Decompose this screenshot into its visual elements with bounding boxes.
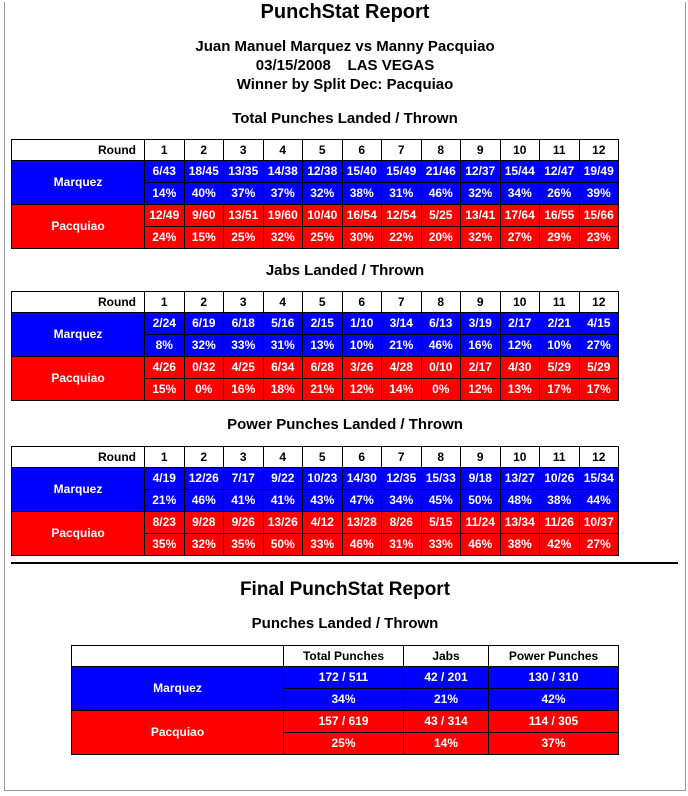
power-round-number: 9	[461, 447, 501, 468]
final-pacquiao-power-pct: 37%	[489, 733, 619, 755]
final-header-row	[72, 646, 619, 667]
jabs-pacquiao-percent: 21%	[303, 379, 343, 401]
total-marquez-landed-thrown: 12/38	[303, 161, 343, 183]
jabs-pacquiao-percent: 16%	[224, 379, 264, 401]
final-marquez-power-pct: 42%	[489, 689, 619, 711]
total-round-number: 12	[579, 140, 619, 161]
matchup-text: Juan Manuel Marquez vs Manny Pacquiao	[195, 38, 495, 55]
power-pacquiao-landed-thrown: 8/23	[145, 512, 185, 534]
jabs-pacquiao-percent: 15%	[145, 379, 185, 401]
power-pacquiao-landed-thrown: 9/26	[224, 512, 264, 534]
power-round-number: 4	[263, 447, 303, 468]
final-marquez-total-pct: 34%	[284, 689, 404, 711]
jabs-pacquiao-percent: 0%	[184, 379, 224, 401]
power-marquez-landed-thrown: 12/26	[184, 468, 224, 490]
power-marquez-percent: 43%	[303, 490, 343, 512]
power-round-number: 7	[382, 447, 422, 468]
power-pacquiao-percent: 42%	[540, 534, 580, 556]
jabs-pacquiao-percent: 17%	[579, 379, 619, 401]
total-marquez-landed-thrown: 15/49	[382, 161, 422, 183]
power-marquez-percent: 41%	[263, 490, 303, 512]
date-location-line	[5, 56, 685, 75]
jabs-section-title: Jabs Landed / Thrown	[265, 262, 425, 279]
total-pacquiao-landed-thrown: 5/25	[421, 205, 461, 227]
total-marquez-percent: 38%	[342, 183, 382, 205]
jabs-round-number: 1	[145, 292, 185, 313]
power-round-number: 11	[540, 447, 580, 468]
jabs-marquez-landed-thrown: 4/15	[579, 313, 619, 335]
total-pacquiao-percent: 32%	[263, 227, 303, 249]
total-round-number: 7	[382, 140, 422, 161]
power-pacquiao-percent: 38%	[500, 534, 540, 556]
total-round-number: 8	[421, 140, 461, 161]
jabs-pacquiao-landed-thrown: 4/30	[500, 357, 540, 379]
jabs-marquez-landed-thrown: 5/16	[263, 313, 303, 335]
final-report-title: Final PunchStat Report	[239, 579, 451, 600]
total-marquez-percent: 31%	[382, 183, 422, 205]
total-marquez-percent: 37%	[263, 183, 303, 205]
total-pacquiao-percent: 20%	[421, 227, 461, 249]
total-header-row	[12, 140, 619, 161]
power-marquez-landed-thrown: 14/30	[342, 468, 382, 490]
power-marquez-landed-thrown: 9/18	[461, 468, 501, 490]
jabs-pacquiao-landed-thrown: 0/10	[421, 357, 461, 379]
final-pacquiao-landed-row	[72, 711, 619, 733]
final-marquez-power-lt: 130 / 310	[489, 667, 619, 689]
power-pacquiao-percent: 46%	[461, 534, 501, 556]
jabs-marquez-landed-thrown: 6/18	[224, 313, 264, 335]
total-marquez-percent: 14%	[145, 183, 185, 205]
jabs-marquez-name: Marquez	[12, 313, 145, 357]
total-marquez-percent: 40%	[184, 183, 224, 205]
total-marquez-landed-thrown: 21/46	[421, 161, 461, 183]
jabs-marquez-percent: 46%	[421, 335, 461, 357]
power-marquez-landed-row	[12, 468, 619, 490]
power-pacquiao-landed-thrown: 9/28	[184, 512, 224, 534]
jabs-marquez-percent: 33%	[224, 335, 264, 357]
jabs-marquez-percent: 27%	[579, 335, 619, 357]
total-round-number: 4	[263, 140, 303, 161]
jabs-pacquiao-percent: 14%	[382, 379, 422, 401]
final-pacquiao-power-lt: 114 / 305	[489, 711, 619, 733]
jabs-pacquiao-percent: 12%	[342, 379, 382, 401]
final-marquez-landed-row	[72, 667, 619, 689]
power-punches-table	[11, 446, 619, 556]
jabs-round-number: 10	[500, 292, 540, 313]
power-marquez-landed-thrown: 15/33	[421, 468, 461, 490]
fight-result: Winner by Split Dec: Pacquiao	[236, 76, 454, 93]
total-marquez-landed-thrown: 15/40	[342, 161, 382, 183]
final-header-blank	[72, 646, 284, 667]
total-marquez-percent: 26%	[540, 183, 580, 205]
final-pacquiao-jabs-lt: 43 / 314	[404, 711, 489, 733]
jabs-marquez-percent: 13%	[303, 335, 343, 357]
jabs-round-number: 12	[579, 292, 619, 313]
power-round-number: 8	[421, 447, 461, 468]
power-marquez-percent: 41%	[224, 490, 264, 512]
total-marquez-percent: 39%	[579, 183, 619, 205]
total-pacquiao-percent: 23%	[579, 227, 619, 249]
jabs-marquez-landed-thrown: 6/13	[421, 313, 461, 335]
total-marquez-percent: 37%	[224, 183, 264, 205]
power-pacquiao-landed-thrown: 13/34	[500, 512, 540, 534]
jabs-header-row	[12, 292, 619, 313]
fight-date: 03/15/2008	[255, 57, 331, 74]
jabs-marquez-percent: 10%	[540, 335, 580, 357]
power-marquez-percent: 38%	[540, 490, 580, 512]
total-marquez-landed-thrown: 14/38	[263, 161, 303, 183]
jabs-marquez-percent: 12%	[500, 335, 540, 357]
total-marquez-percent: 46%	[421, 183, 461, 205]
final-pacquiao-jabs-pct: 14%	[404, 733, 489, 755]
total-pacquiao-landed-thrown: 13/51	[224, 205, 264, 227]
total-round-number: 3	[224, 140, 264, 161]
jabs-marquez-percent: 8%	[145, 335, 185, 357]
total-round-number: 5	[303, 140, 343, 161]
jabs-round-number: 9	[461, 292, 501, 313]
jabs-marquez-percent: 21%	[382, 335, 422, 357]
total-punches-table	[11, 139, 619, 249]
jabs-round-number: 4	[263, 292, 303, 313]
jabs-pacquiao-landed-thrown: 4/28	[382, 357, 422, 379]
jabs-round-number: 8	[421, 292, 461, 313]
power-marquez-landed-thrown: 7/17	[224, 468, 264, 490]
jabs-round-number: 11	[540, 292, 580, 313]
jabs-round-number: 5	[303, 292, 343, 313]
total-pacquiao-percent: 22%	[382, 227, 422, 249]
section-divider	[11, 562, 678, 564]
jabs-marquez-percent: 10%	[342, 335, 382, 357]
power-round-number: 1	[145, 447, 185, 468]
power-pacquiao-percent: 27%	[579, 534, 619, 556]
total-marquez-landed-thrown: 19/49	[579, 161, 619, 183]
power-round-label: Round	[12, 447, 145, 468]
power-pacquiao-percent: 46%	[342, 534, 382, 556]
power-marquez-percent: 47%	[342, 490, 382, 512]
jabs-pacquiao-landed-thrown: 4/25	[224, 357, 264, 379]
total-marquez-name: Marquez	[12, 161, 145, 205]
jabs-marquez-landed-thrown: 6/19	[184, 313, 224, 335]
total-pacquiao-landed-thrown: 19/60	[263, 205, 303, 227]
power-marquez-landed-thrown: 12/35	[382, 468, 422, 490]
power-marquez-name: Marquez	[12, 468, 145, 512]
power-round-number: 3	[224, 447, 264, 468]
total-pacquiao-landed-thrown: 9/60	[184, 205, 224, 227]
fight-location: LAS VEGAS	[347, 57, 435, 74]
total-round-number: 6	[342, 140, 382, 161]
total-marquez-landed-thrown: 13/35	[224, 161, 264, 183]
jabs-pacquiao-landed-thrown: 6/34	[263, 357, 303, 379]
jabs-pacquiao-percent: 12%	[461, 379, 501, 401]
total-marquez-percent: 34%	[500, 183, 540, 205]
total-marquez-landed-thrown: 12/37	[461, 161, 501, 183]
final-pacquiao-total-lt: 157 / 619	[284, 711, 404, 733]
jabs-pacquiao-percent: 13%	[500, 379, 540, 401]
total-pacquiao-percent: 32%	[461, 227, 501, 249]
power-marquez-landed-thrown: 4/19	[145, 468, 185, 490]
jabs-round-number: 6	[342, 292, 382, 313]
total-round-number: 9	[461, 140, 501, 161]
power-pacquiao-landed-thrown: 13/26	[263, 512, 303, 534]
power-marquez-landed-thrown: 9/22	[263, 468, 303, 490]
final-pacquiao-name: Pacquiao	[72, 711, 284, 755]
power-marquez-percent: 21%	[145, 490, 185, 512]
total-marquez-landed-thrown: 18/45	[184, 161, 224, 183]
jabs-marquez-landed-thrown: 3/19	[461, 313, 501, 335]
power-marquez-percent: 46%	[184, 490, 224, 512]
final-report-subtitle: Punches Landed / Thrown	[251, 615, 439, 632]
jabs-round-number: 7	[382, 292, 422, 313]
total-round-number: 11	[540, 140, 580, 161]
power-pacquiao-landed-thrown: 11/24	[461, 512, 501, 534]
final-marquez-jabs-lt: 42 / 201	[404, 667, 489, 689]
power-pacquiao-landed-thrown: 10/37	[579, 512, 619, 534]
total-section-title: Total Punches Landed / Thrown	[232, 110, 458, 127]
jabs-pacquiao-landed-thrown: 5/29	[540, 357, 580, 379]
power-round-number: 12	[579, 447, 619, 468]
total-pacquiao-percent: 24%	[145, 227, 185, 249]
final-pacquiao-total-pct: 25%	[284, 733, 404, 755]
total-pacquiao-landed-thrown: 16/54	[342, 205, 382, 227]
power-pacquiao-landed-row	[12, 512, 619, 534]
power-pacquiao-percent: 33%	[421, 534, 461, 556]
power-pacquiao-percent: 35%	[145, 534, 185, 556]
total-pacquiao-name: Pacquiao	[12, 205, 145, 249]
total-pacquiao-landed-thrown: 12/49	[145, 205, 185, 227]
final-marquez-jabs-pct: 21%	[404, 689, 489, 711]
power-pacquiao-landed-thrown: 11/26	[540, 512, 580, 534]
jabs-pacquiao-name: Pacquiao	[12, 357, 145, 401]
total-pacquiao-percent: 15%	[184, 227, 224, 249]
total-pacquiao-landed-thrown: 13/41	[461, 205, 501, 227]
final-header-jabs: Jabs	[404, 646, 489, 667]
power-pacquiao-landed-thrown: 8/26	[382, 512, 422, 534]
total-round-label: Round	[12, 140, 145, 161]
power-marquez-percent: 48%	[500, 490, 540, 512]
jabs-marquez-percent: 31%	[263, 335, 303, 357]
total-round-number: 10	[500, 140, 540, 161]
power-marquez-percent: 34%	[382, 490, 422, 512]
jabs-pacquiao-landed-thrown: 4/26	[145, 357, 185, 379]
report-header	[5, 0, 685, 24]
power-pacquiao-percent: 31%	[382, 534, 422, 556]
total-marquez-landed-thrown: 12/47	[540, 161, 580, 183]
total-marquez-percent: 32%	[461, 183, 501, 205]
jabs-marquez-landed-thrown: 2/24	[145, 313, 185, 335]
power-pacquiao-percent: 33%	[303, 534, 343, 556]
jabs-pacquiao-landed-row	[12, 357, 619, 379]
jabs-marquez-percent: 32%	[184, 335, 224, 357]
power-round-number: 6	[342, 447, 382, 468]
power-marquez-landed-thrown: 10/26	[540, 468, 580, 490]
final-summary-table	[71, 645, 619, 755]
jabs-marquez-percent: 16%	[461, 335, 501, 357]
power-round-number: 5	[303, 447, 343, 468]
power-marquez-landed-thrown: 10/23	[303, 468, 343, 490]
final-header-total: Total Punches	[284, 646, 404, 667]
jabs-round-number: 3	[224, 292, 264, 313]
power-pacquiao-percent: 35%	[224, 534, 264, 556]
jabs-marquez-landed-thrown: 2/15	[303, 313, 343, 335]
power-pacquiao-landed-thrown: 4/12	[303, 512, 343, 534]
total-round-number: 2	[184, 140, 224, 161]
total-pacquiao-landed-thrown: 12/54	[382, 205, 422, 227]
power-marquez-percent: 50%	[461, 490, 501, 512]
jabs-marquez-landed-thrown: 3/14	[382, 313, 422, 335]
final-marquez-total-lt: 172 / 511	[284, 667, 404, 689]
power-marquez-landed-thrown: 13/27	[500, 468, 540, 490]
power-pacquiao-name: Pacquiao	[12, 512, 145, 556]
report-title: PunchStat Report	[260, 1, 430, 23]
total-marquez-landed-row	[12, 161, 619, 183]
total-pacquiao-landed-thrown: 17/64	[500, 205, 540, 227]
total-pacquiao-percent: 25%	[303, 227, 343, 249]
power-pacquiao-percent: 32%	[184, 534, 224, 556]
total-pacquiao-landed-thrown: 10/40	[303, 205, 343, 227]
power-marquez-percent: 44%	[579, 490, 619, 512]
jabs-marquez-landed-thrown: 1/10	[342, 313, 382, 335]
jabs-pacquiao-percent: 18%	[263, 379, 303, 401]
jabs-table	[11, 291, 619, 401]
jabs-marquez-landed-row	[12, 313, 619, 335]
total-pacquiao-landed-thrown: 16/55	[540, 205, 580, 227]
jabs-pacquiao-landed-thrown: 6/28	[303, 357, 343, 379]
total-marquez-landed-thrown: 15/44	[500, 161, 540, 183]
match-info	[5, 37, 685, 94]
power-pacquiao-landed-thrown: 13/28	[342, 512, 382, 534]
total-pacquiao-percent: 30%	[342, 227, 382, 249]
jabs-pacquiao-percent: 0%	[421, 379, 461, 401]
jabs-pacquiao-landed-thrown: 3/26	[342, 357, 382, 379]
power-pacquiao-landed-thrown: 5/15	[421, 512, 461, 534]
total-pacquiao-landed-row	[12, 205, 619, 227]
jabs-pacquiao-landed-thrown: 5/29	[579, 357, 619, 379]
total-pacquiao-percent: 25%	[224, 227, 264, 249]
total-marquez-percent: 32%	[303, 183, 343, 205]
power-round-number: 2	[184, 447, 224, 468]
total-pacquiao-percent: 29%	[540, 227, 580, 249]
jabs-pacquiao-percent: 17%	[540, 379, 580, 401]
power-marquez-percent: 45%	[421, 490, 461, 512]
power-round-number: 10	[500, 447, 540, 468]
total-marquez-landed-thrown: 6/43	[145, 161, 185, 183]
total-round-number: 1	[145, 140, 185, 161]
jabs-round-label: Round	[12, 292, 145, 313]
jabs-marquez-landed-thrown: 2/21	[540, 313, 580, 335]
power-section-title: Power Punches Landed / Thrown	[227, 416, 463, 433]
jabs-marquez-landed-thrown: 2/17	[500, 313, 540, 335]
final-header-power: Power Punches	[489, 646, 619, 667]
total-pacquiao-landed-thrown: 15/66	[579, 205, 619, 227]
power-header-row	[12, 447, 619, 468]
power-marquez-landed-thrown: 15/34	[579, 468, 619, 490]
total-pacquiao-percent: 27%	[500, 227, 540, 249]
jabs-round-number: 2	[184, 292, 224, 313]
jabs-pacquiao-landed-thrown: 2/17	[461, 357, 501, 379]
punchstat-report-page	[4, 2, 686, 791]
final-marquez-name: Marquez	[72, 667, 284, 711]
power-pacquiao-percent: 50%	[263, 534, 303, 556]
jabs-pacquiao-landed-thrown: 0/32	[184, 357, 224, 379]
